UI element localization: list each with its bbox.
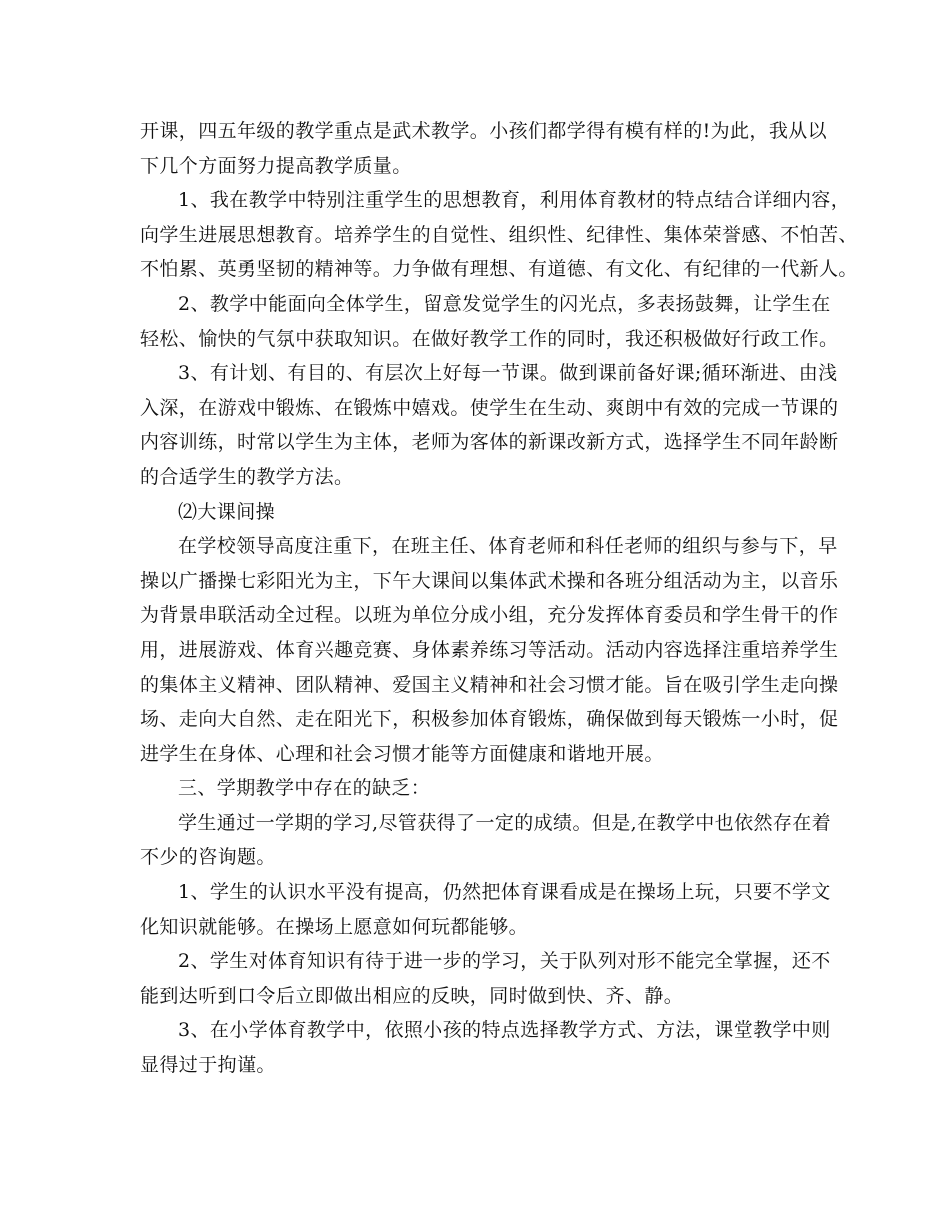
document-body xyxy=(140,114,858,1083)
text-line: 下几个方面努力提高教学质量。 xyxy=(140,154,412,177)
text-line: 开课，四五年级的教学重点是武术教学。小孩们都学得有模有样的!为此，我从以 xyxy=(140,120,828,142)
text-line: 不怕累、英勇坚韧的精神等。力争做有理想、有道德、有文化、有纪律的一代新人。 xyxy=(140,258,858,281)
text-line: 不少的咨询题。 xyxy=(140,846,276,869)
text-line: 内容训练，时常以学生为主体，老师为客体的新课改新方式，选择学生不同年龄断 xyxy=(140,431,839,454)
text-line: 2、学生对体育知识有待于进一步的学习，关于队列对形不能完全掌握，还不 xyxy=(178,950,831,973)
text-line: 进学生在身体、心理和社会习惯才能等方面健康和谐地开展。 xyxy=(140,742,664,765)
text-line: 操以广播操七彩阳光为主，下午大课间以集体武术操和各班分组活动为主，以音乐 xyxy=(140,569,839,592)
section-heading: ⑵大课间操 xyxy=(178,500,276,523)
text-line: 轻松、愉快的气氛中获取知识。在做好教学工作的同时，我还积极做好行政工作。 xyxy=(140,327,839,350)
text-line: 入深，在游戏中锻炼、在锻炼中嬉戏。使学生在生动、爽朗中有效的完成一节课的 xyxy=(140,396,839,419)
text-line: 向学生进展思想教育。培养学生的自觉性、组织性、纪律性、集体荣誉感、不怕苦、 xyxy=(140,223,858,246)
text-line: 在学校领导高度注重下，在班主任、体育老师和科任老师的组织与参与下，早 xyxy=(178,535,838,558)
text-line: 显得过于拘谨。 xyxy=(140,1054,276,1077)
text-line: 的合适学生的教学方法。 xyxy=(140,465,354,488)
text-line: 的集体主义精神、团队精神、爱国主义精神和社会习惯才能。旨在吸引学生走向操 xyxy=(140,673,839,696)
text-line: 3、有计划、有目的、有层次上好每一节课。做到课前备好课;循环渐进、由浅 xyxy=(178,362,838,385)
text-line: 能到达听到口令后立即做出相应的反映，同时做到快、齐、静。 xyxy=(140,984,684,1007)
text-line: 为背景串联活动全过程。以班为单位分成小组，充分发挥体育委员和学生骨干的作 xyxy=(140,604,839,627)
text-line: 场、走向大自然、走在阳光下，积极参加体育锻炼，确保做到每天锻炼一小时，促 xyxy=(140,708,839,731)
text-line: 1、我在教学中特别注重学生的思想教育，利用体育教材的特点结合详细内容， xyxy=(178,189,851,212)
text-line: 化知识就能够。在操场上愿意如何玩都能够。 xyxy=(140,915,529,938)
text-line: 学生通过一学期的学习,尽管获得了一定的成绩。但是,在教学中也依然存在着 xyxy=(178,811,832,834)
section-heading: 三、学期教学中存在的缺乏： xyxy=(178,777,431,800)
text-line: 3、在小学体育教学中，依照小孩的特点选择教学方式、方法，课堂教学中则 xyxy=(178,1019,831,1042)
text-line: 2、教学中能面向全体学生，留意发觉学生的闪光点，多表扬鼓舞，让学生在 xyxy=(178,292,831,315)
text-line: 用，进展游戏、体育兴趣竞赛、身体素养练习等活动。活动内容选择注重培养学生 xyxy=(140,638,839,661)
text-line: 1、学生的认识水平没有提高，仍然把体育课看成是在操场上玩，只要不学文 xyxy=(178,881,831,904)
